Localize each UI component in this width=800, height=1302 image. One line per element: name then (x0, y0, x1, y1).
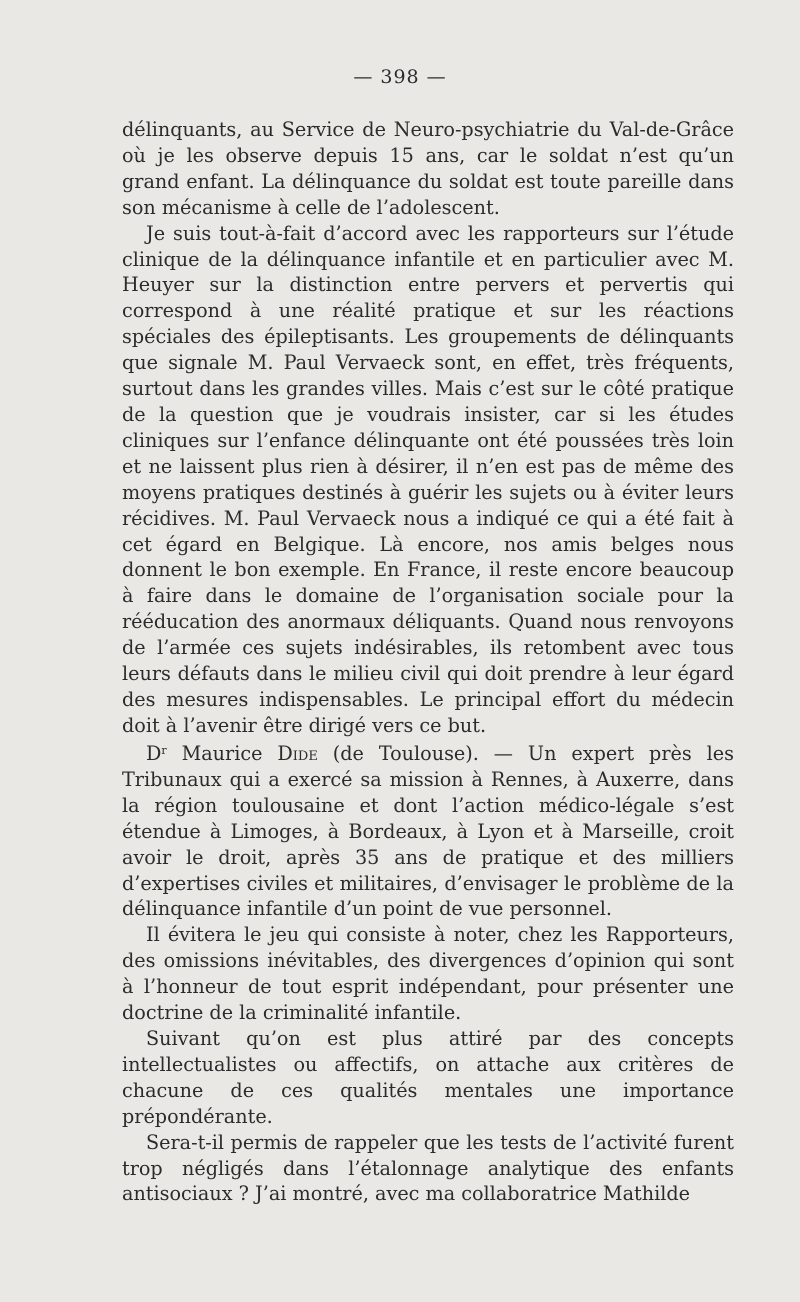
speaker-place: (de Toulouse). (332, 742, 479, 765)
paragraph: Sera-t-il permis de rappeler que les tests de l’activité furent trop négligés dans l’étalonnage analytique des enfants antisociaux ? J’ai montré, avec ma collaboratrice Mathilde (122, 1130, 734, 1206)
speaker-title: D (146, 742, 162, 765)
speaker-last-name: Dide (277, 742, 318, 765)
speaker-first-name: Maurice (181, 742, 263, 765)
speaker-paragraph-text: — Un expert près les Tribunaux qui a exercé sa mission à Rennes, à Auxerre, dans la région toulousaine et dont l’action médico-légale s’est étendue à Limoges, à Bordeaux, à Lyon et à Marseille, croit avoir le droit, après 35 ans de pratique et des milliers d’expertises civiles et militaires, d’envisager le problème de la délinquance infantile d’un point de vue personnel. (122, 742, 734, 921)
paragraph: Suivant qu’on est plus attiré par des concepts intellectualistes ou affectifs, on attache aux critères de chacune de ces qualités mentales une importance prépondérante. (122, 1026, 734, 1128)
paragraph: Je suis tout-à-fait d’accord avec les rapporteurs sur l’étude clinique de la délinquance infantile et en particulier avec M. Heuyer sur la distinction entre pervers et pervertis qui correspond à une réalité pratique et sur les réactions spéciales des épileptisants. Les groupements de délinquants que signale M. Paul Vervaeck sont, en effet, très fréquents, surtout dans les grandes villes. Mais c’est sur le côté pratique de la question que je voudrais insister, car si les études cliniques sur l’enfance délinquante ont été poussées très loin et ne laissent plus rien à désirer, il n’en est pas de même des moyens pratiques destinés à guérir les sujets ou à éviter leurs récidives. M. Paul Vervaeck nous a indiqué ce qui a été fait à cet égard en Belgique. Là encore, nos amis belges nous donnent le bon exemple. En France, il reste encore beaucoup à faire dans le domaine de l’organisation sociale pour la rééducation des anormaux déliquants. Quand nous renvoyons de l’armée ces sujets indésirables, ils retombent avec tous leurs défauts dans le milieu civil qui doit prendre à leur égard des mesures indispensables. Le principal effort du médecin doit à l’avenir être dirigé vers ce but. (122, 221, 734, 737)
paragraph-continuation: délinquants, au Service de Neuro-psychiatrie du Val-de-Grâce où je les observe depuis 15 ans, car le soldat n’est qu’un grand enfant. La délinquance du soldat est toute pareille dans son mécanisme à celle de l’adolescent. (122, 118, 734, 219)
page-number: — 398 — (353, 66, 447, 88)
paragraph: Il évitera le jeu qui consiste à noter, chez les Rapporteurs, des omissions inévitables, des divergences d’opinion qui sont à l’honneur de tout esprit indépendant, pour présenter une doctrine de la criminalité infantile. (122, 923, 734, 1025)
section-1 (122, 117, 734, 739)
speaker-paragraph (122, 741, 734, 922)
section-2 (122, 741, 734, 1207)
speaker-title-superscript: r (161, 744, 167, 757)
